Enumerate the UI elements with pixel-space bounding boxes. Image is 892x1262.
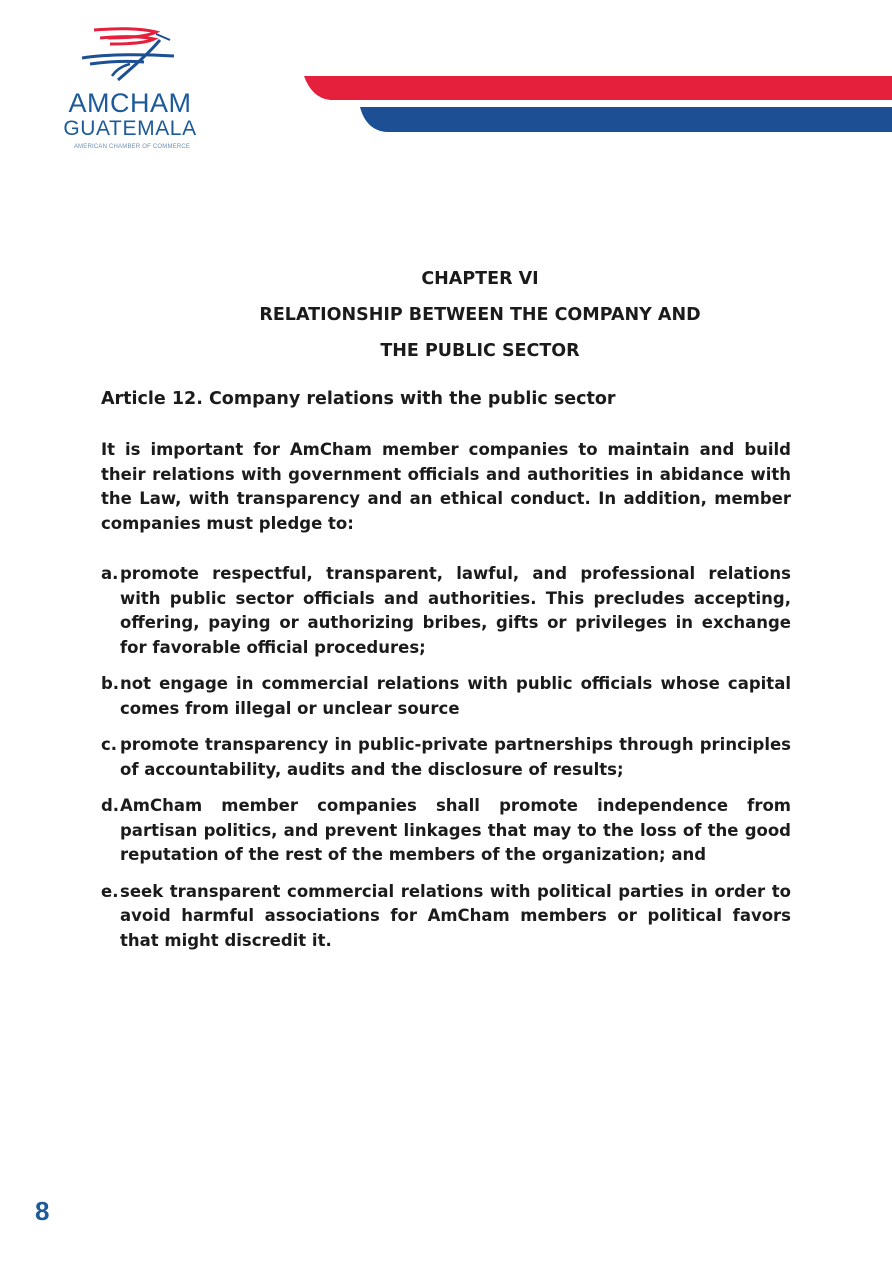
header-color-bands [300, 74, 892, 134]
page-number: 8 [35, 1196, 50, 1226]
article-heading: Article 12. Company relations with the public sector [101, 389, 616, 409]
chapter-number: CHAPTER VI [421, 269, 539, 289]
blue-band [360, 107, 892, 132]
item-marker: e. [101, 881, 119, 901]
item-marker: d. [101, 796, 120, 815]
logo-tagline: AMERICAN CHAMBER OF COMMERCE [73, 144, 191, 150]
chapter-title-line1: RELATIONSHIP BETWEEN THE COMPANY AND [259, 305, 701, 325]
item-marker: b. [101, 674, 120, 693]
article-intro: It is important for AmCham member companies to maintain and build their relations with government officials and authorities in abidance with the Law, with transparency and an ethical conduct. In addition, member companies must pledge to: [101, 440, 791, 533]
logo-name-line2: GUATEMALA [63, 117, 197, 140]
list-item [101, 672, 791, 721]
item-text: seek transparent commercial relations with political parties in order to avoid harmful associations for AmCham members or political favors that might discredit it. [120, 881, 791, 950]
item-text: AmCham member companies shall promote independence from partisan politics, and prevent linkages that may to the loss of the good reputation of the rest of the members of the organization; and [120, 796, 791, 864]
list-item [101, 562, 791, 660]
bird-emblem-icon [78, 26, 178, 88]
logo-name-line1: AMCHAM [68, 88, 192, 118]
chapter-title-line2: THE PUBLIC SECTOR [380, 341, 580, 361]
red-band [304, 76, 892, 100]
item-text: promote transparency in public-private partnerships through principles of accountability, audits and the disclosure of results; [120, 735, 791, 779]
list-item [101, 733, 791, 782]
amcham-logo [50, 26, 220, 161]
item-text: not engage in commercial relations with public officials whose capital comes from illegal or unclear source [120, 674, 791, 718]
list-item [101, 880, 791, 954]
item-text: promote respectful, transparent, lawful, and professional relations with public sector officials and authorities. This precludes accepting, offering, paying or authorizing bribes, gifts or privileges in exchange for favorable official procedures; [120, 564, 791, 657]
item-marker: c. [101, 735, 118, 754]
list-item [101, 794, 791, 868]
item-marker: a. [101, 564, 119, 583]
article-item-list [101, 562, 791, 965]
